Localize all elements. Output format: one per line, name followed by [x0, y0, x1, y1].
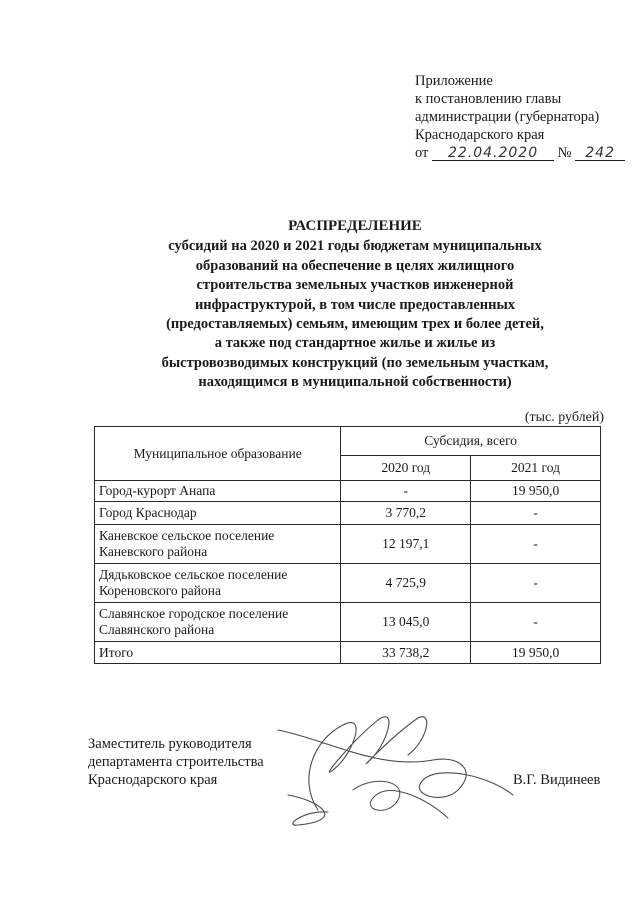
municipality-name	[95, 481, 341, 502]
header-municipality: Муниципальное образование	[95, 427, 341, 481]
value-2020: 4 725,9	[341, 564, 471, 603]
signer-position-1: Заместитель руководителя	[88, 736, 252, 752]
title-line: субсидий на 2020 и 2021 годы бюджетам муниципальных	[168, 238, 542, 255]
title-line: образований на обеспечение в целях жилищного	[195, 257, 515, 274]
table-row	[95, 564, 601, 603]
name-line-2: Славянского района	[99, 622, 215, 637]
municipality-name	[95, 603, 341, 642]
value-2021: -	[471, 525, 601, 564]
name-line-1: Итого	[99, 644, 134, 660]
subsidy-table	[94, 426, 601, 664]
document-title	[140, 217, 570, 393]
value-2021: -	[471, 502, 601, 525]
value-2020: 12 197,1	[341, 525, 471, 564]
name-line-1: Город Краснодар	[99, 505, 197, 520]
header-year-2021: 2021 год	[471, 456, 601, 481]
value-2020: 13 045,0	[341, 603, 471, 642]
total-2020: 33 738,2	[341, 642, 471, 664]
appendix-line-2: к постановлению главы	[415, 91, 562, 107]
name-line-1: Дядьковское сельское поселение	[99, 567, 288, 582]
total-label	[95, 642, 341, 664]
title-heading: РАСПРЕДЕЛЕНИЕ	[288, 218, 422, 234]
title-line: (предоставляемых) семьям, имеющим трех и более детей,	[166, 316, 544, 333]
signer-block	[88, 735, 264, 789]
signer-position-2: департамента строительства	[88, 754, 264, 770]
table-row	[95, 502, 601, 525]
appendix-date-line	[415, 144, 625, 162]
table-row	[95, 525, 601, 564]
appendix-line-3: администрации (губернатора)	[415, 109, 600, 125]
signer-position-3: Краснодарского края	[88, 772, 218, 788]
decree-number	[575, 146, 625, 161]
decree-number-value: 242	[585, 145, 615, 161]
number-label: №	[557, 145, 572, 161]
value-2020: -	[341, 481, 471, 502]
value-2021: -	[471, 564, 601, 603]
name-line-2: Каневского района	[99, 544, 208, 559]
table-row	[95, 481, 601, 502]
municipality-name	[95, 502, 341, 525]
name-line-1: Славянское городское поселение	[99, 606, 289, 621]
value-2021: 19 950,0	[471, 481, 601, 502]
total-2021: 19 950,0	[471, 642, 601, 664]
title-line: быстровозводимых конструкций (по земельным участкам,	[161, 354, 549, 371]
decree-date	[432, 146, 554, 161]
appendix-line-1: Приложение	[415, 73, 493, 89]
decree-date-value: 22.04.2020	[447, 145, 539, 161]
name-line-1: Город-курорт Анапа	[99, 483, 216, 498]
municipality-name	[95, 564, 341, 603]
value-2020: 3 770,2	[341, 502, 471, 525]
table-row-total	[95, 642, 601, 664]
name-line-1: Каневское сельское поселение	[99, 528, 275, 543]
title-line: а также под стандартное жилье и жилье из	[214, 335, 496, 352]
name-line-2: Кореновского района	[99, 583, 221, 598]
header-year-2020: 2020 год	[341, 456, 471, 481]
title-line: строительства земельных участков инженерной	[196, 277, 514, 294]
header-subsidy: Субсидия, всего	[341, 427, 601, 456]
units-label: (тыс. рублей)	[524, 410, 604, 425]
appendix-block	[415, 72, 625, 162]
title-line: находящимся в муниципальной собственности)	[198, 374, 512, 391]
signer-name: В.Г. Видинеев	[513, 772, 601, 788]
from-label: от	[415, 145, 429, 161]
handwritten-signature	[258, 700, 528, 835]
table-row	[95, 603, 601, 642]
municipality-name	[95, 525, 341, 564]
value-2021: -	[471, 603, 601, 642]
title-line: инфраструктурой, в том числе предоставленных	[194, 296, 516, 313]
appendix-line-4: Краснодарского края	[415, 127, 545, 143]
